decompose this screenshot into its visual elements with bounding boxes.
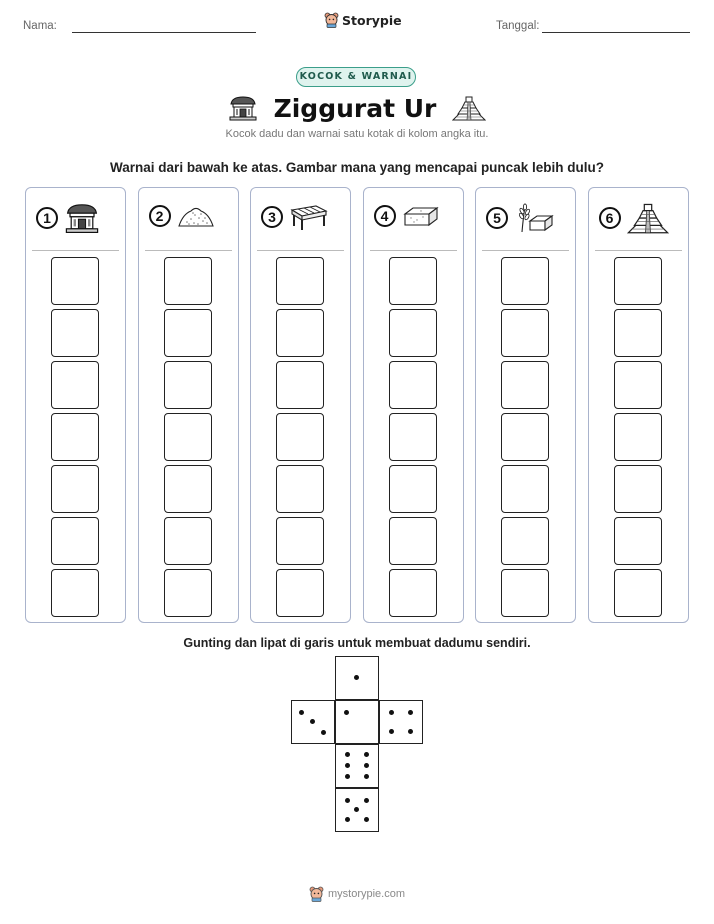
- die-pip: [345, 763, 350, 768]
- column-header: [261, 202, 329, 232]
- color-cell-5[interactable]: [614, 361, 662, 409]
- die-face-3: [291, 700, 335, 744]
- brand-name: Storypie: [342, 12, 402, 28]
- die-face-6: [335, 744, 379, 788]
- column-divider: [257, 250, 344, 251]
- storypie-mascot-icon: [309, 886, 324, 902]
- color-cell-6[interactable]: [501, 309, 549, 357]
- color-cell-1[interactable]: [501, 569, 549, 617]
- die-pip: [321, 730, 326, 735]
- color-cell-5[interactable]: [501, 361, 549, 409]
- temple-icon: [64, 202, 100, 234]
- column-number: 2: [149, 205, 171, 227]
- die-face-5: [335, 788, 379, 832]
- color-cell-5[interactable]: [389, 361, 437, 409]
- column-1: [25, 187, 126, 623]
- column-5: [475, 187, 576, 623]
- color-cell-4[interactable]: [51, 413, 99, 461]
- color-cell-2[interactable]: [51, 517, 99, 565]
- die-pip: [389, 729, 394, 734]
- activity-badge: KOCOK & WARNAI: [296, 67, 416, 87]
- color-cell-1[interactable]: [389, 569, 437, 617]
- color-cell-7[interactable]: [164, 257, 212, 305]
- die-pip: [364, 798, 369, 803]
- brick-mold-icon: [289, 202, 329, 232]
- die-pip: [310, 719, 315, 724]
- die-pip: [345, 817, 350, 822]
- column-header: [36, 202, 100, 234]
- color-cell-1[interactable]: [614, 569, 662, 617]
- grain-pile-icon: [177, 202, 215, 230]
- die-pip: [389, 710, 394, 715]
- color-cell-1[interactable]: [51, 569, 99, 617]
- die-pip: [364, 752, 369, 757]
- die-pip: [408, 729, 413, 734]
- die-face-1: [335, 656, 379, 700]
- die-pip: [364, 817, 369, 822]
- name-line[interactable]: [72, 32, 256, 33]
- color-cell-6[interactable]: [614, 309, 662, 357]
- coloring-instruction: Warnai dari bawah ke atas. Gambar mana yang mencapai puncak lebih dulu?: [110, 160, 604, 175]
- color-cell-2[interactable]: [389, 517, 437, 565]
- die-pip: [408, 710, 413, 715]
- ziggurat-icon: [452, 95, 486, 121]
- color-cell-2[interactable]: [614, 517, 662, 565]
- die-pip: [364, 763, 369, 768]
- color-cell-6[interactable]: [389, 309, 437, 357]
- storypie-mascot-icon: [324, 12, 339, 28]
- column-divider: [482, 250, 569, 251]
- name-label: Nama:: [23, 20, 57, 32]
- column-divider: [595, 250, 682, 251]
- column-number: 4: [374, 205, 396, 227]
- column-header: [486, 202, 554, 234]
- column-number: 3: [261, 206, 283, 228]
- color-cell-4[interactable]: [276, 413, 324, 461]
- column-2: [138, 187, 239, 623]
- wheat-and-brick-icon: [514, 202, 554, 234]
- column-4: [363, 187, 464, 623]
- color-cell-4[interactable]: [614, 413, 662, 461]
- column-number: 1: [36, 207, 58, 229]
- color-cell-3[interactable]: [51, 465, 99, 513]
- color-cell-7[interactable]: [389, 257, 437, 305]
- column-header: [374, 202, 440, 230]
- ziggurat-icon: [627, 202, 669, 234]
- column-3: [250, 187, 351, 623]
- column-header: [599, 202, 669, 234]
- footer: [0, 886, 714, 902]
- color-cell-5[interactable]: [164, 361, 212, 409]
- color-cell-6[interactable]: [276, 309, 324, 357]
- color-cell-7[interactable]: [614, 257, 662, 305]
- color-cell-2[interactable]: [501, 517, 549, 565]
- column-header: [149, 202, 215, 230]
- color-cell-5[interactable]: [51, 361, 99, 409]
- title-row: [0, 90, 714, 126]
- die-pip: [345, 798, 350, 803]
- color-cell-4[interactable]: [501, 413, 549, 461]
- footer-url: mystorypie.com: [327, 888, 406, 900]
- page-subtitle: Kocok dadu dan warnai satu kotak di kolom angka itu.: [225, 128, 489, 140]
- color-cell-1[interactable]: [164, 569, 212, 617]
- column-divider: [145, 250, 232, 251]
- date-label: Tanggal:: [496, 20, 540, 32]
- color-cell-1[interactable]: [276, 569, 324, 617]
- color-cell-6[interactable]: [164, 309, 212, 357]
- color-cell-7[interactable]: [276, 257, 324, 305]
- column-divider: [370, 250, 457, 251]
- column-number: 5: [486, 207, 508, 229]
- die-pip: [354, 807, 359, 812]
- column-number: 6: [599, 207, 621, 229]
- temple-icon: [228, 95, 258, 121]
- color-cell-4[interactable]: [164, 413, 212, 461]
- column-6: [588, 187, 689, 623]
- die-pip: [345, 774, 350, 779]
- mud-brick-icon: [402, 202, 440, 230]
- die-pip: [354, 675, 359, 680]
- page-title: Ziggurat Ur: [273, 93, 437, 123]
- die-pip: [345, 752, 350, 757]
- color-cell-3[interactable]: [501, 465, 549, 513]
- color-cell-7[interactable]: [501, 257, 549, 305]
- color-cell-3[interactable]: [614, 465, 662, 513]
- color-cell-4[interactable]: [389, 413, 437, 461]
- die-pip: [344, 710, 349, 715]
- color-cell-3[interactable]: [164, 465, 212, 513]
- date-line[interactable]: [542, 32, 690, 33]
- brand-logo: [324, 12, 402, 28]
- die-pip: [299, 710, 304, 715]
- color-cell-3[interactable]: [389, 465, 437, 513]
- color-cell-7[interactable]: [51, 257, 99, 305]
- column-divider: [32, 250, 119, 251]
- die-face-4: [379, 700, 423, 744]
- die-pip: [364, 774, 369, 779]
- color-cell-2[interactable]: [276, 517, 324, 565]
- color-cell-3[interactable]: [276, 465, 324, 513]
- worksheet-header: [0, 0, 714, 50]
- die-face-center: [335, 700, 379, 744]
- color-cell-5[interactable]: [276, 361, 324, 409]
- color-cell-2[interactable]: [164, 517, 212, 565]
- color-cell-6[interactable]: [51, 309, 99, 357]
- cut-instruction: Gunting dan lipat di garis untuk membuat dadumu sendiri.: [183, 636, 531, 650]
